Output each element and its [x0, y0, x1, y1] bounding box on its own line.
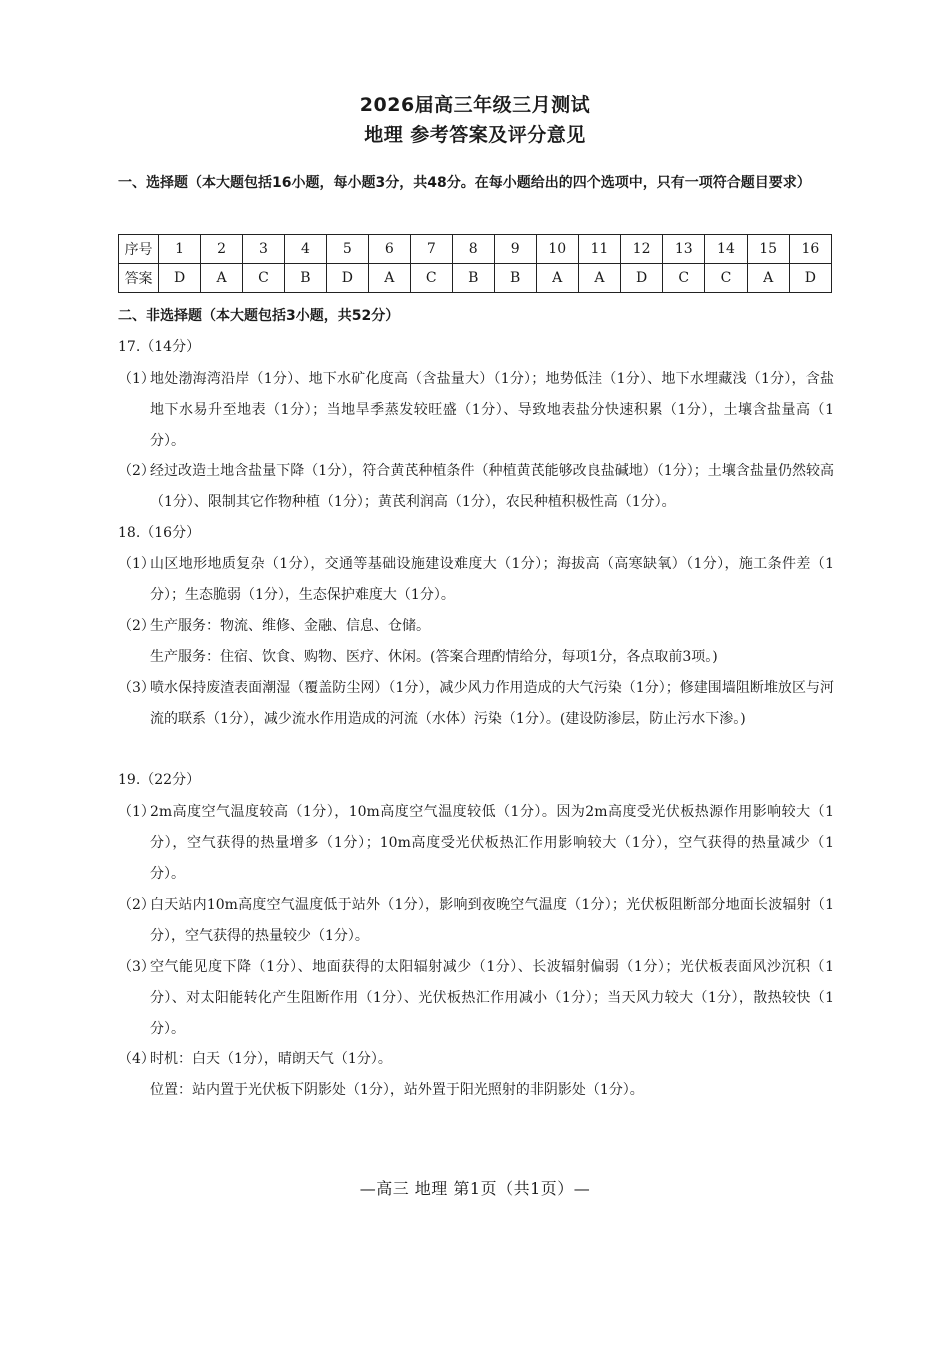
part-number: （2） [118, 897, 155, 913]
q18-part2 [118, 611, 834, 642]
q18-part3 [118, 673, 834, 735]
question-number: 9 [494, 235, 536, 264]
part-number: （2） [118, 618, 155, 634]
row-label-number: 序号 [119, 235, 159, 264]
answer-cell: D [789, 264, 831, 293]
q17-part1 [118, 364, 834, 457]
part-text: 经过改造土地含盐量下降（1分），符合黄芪种植条件（种植黄芪能够改良盐碱地）（1分）；土壤含盐量仍然较高（1分）、限制其它作物种植（1分）；黄芪利润高（1分），农民种植积极性高（1分）。 [150, 463, 834, 510]
question-number: 14 [705, 235, 747, 264]
question-number: 4 [284, 235, 326, 264]
q19-part4 [118, 1044, 834, 1075]
answer-cell: C [243, 264, 285, 293]
question-number: 1 [159, 235, 201, 264]
answer-cell: A [368, 264, 410, 293]
answer-table-number-row [119, 235, 832, 264]
q19-part4-b: 位置：站内置于光伏板下阴影处（1分），站外置于阳光照射的非阴影处（1分）。 [150, 1082, 644, 1098]
question-number: 15 [747, 235, 789, 264]
answer-table [118, 234, 832, 293]
q17-part2 [118, 456, 834, 518]
part-number: （3） [118, 680, 155, 696]
q19-part2 [118, 890, 834, 952]
q19-part3 [118, 952, 834, 1045]
part-number: （1） [118, 556, 155, 572]
question-number: 8 [452, 235, 494, 264]
q18-heading: 18.（16分） [118, 525, 201, 541]
part-number: （2） [118, 463, 155, 479]
page-subtitle: 地理 参考答案及评分意见 [364, 124, 586, 146]
part-number: （1） [118, 371, 155, 387]
part-text: 地处渤海湾沿岸（1分）、地下水矿化度高（含盐量大）（1分）；地势低洼（1分）、地下水埋藏浅（1分），含盐地下水易升至地表（1分）；当地旱季蒸发较旺盛（1分）、导致地表盐分快速积累（1分），土壤含盐量高（1分）。 [150, 371, 834, 449]
part-text: 喷水保持废渣表面潮湿（覆盖防尘网）（1分），减少风力作用造成的大气污染（1分）；修建围墙阻断堆放区与河流的联系（1分），减少流水作用造成的河流（水体）污染（1分）。(建设防渗层，防止污水下渗。) [150, 680, 834, 727]
question-number: 3 [243, 235, 285, 264]
answer-cell: D [326, 264, 368, 293]
question-number: 10 [536, 235, 578, 264]
part-text: 2m高度空气温度较高（1分），10m高度空气温度较低（1分）。因为2m高度受光伏板热源作用影响较大（1分），空气获得的热量增多（1分）；10m高度受光伏板热汇作用影响较大（1分），空气获得的热量减少（1分）。 [150, 804, 834, 882]
answer-cell: A [747, 264, 789, 293]
answer-cell: B [452, 264, 494, 293]
page-title: 2026届高三年级三月测试 [359, 94, 591, 116]
answer-cell: A [578, 264, 620, 293]
question-number: 11 [578, 235, 620, 264]
q19-part1 [118, 797, 834, 890]
part-text: 白天站内10m高度空气温度低于站外（1分），影响到夜晚空气温度（1分）；光伏板阻断部分地面长波辐射（1分），空气获得的热量较少（1分）。 [150, 897, 834, 944]
question-number: 7 [410, 235, 452, 264]
question-number: 6 [368, 235, 410, 264]
part-text: 山区地形地质复杂（1分），交通等基础设施建设难度大（1分）；海拔高（高寒缺氧）（1分），施工条件差（1分）；生态脆弱（1分），生态保护难度大（1分）。 [150, 556, 834, 603]
section1-heading: 一、选择题（本大题包括16小题，每小题3分，共48分。在每小题给出的四个选项中，只有一项符合题目要求） [118, 175, 811, 191]
row-label-answer: 答案 [119, 264, 159, 293]
answer-cell: A [201, 264, 243, 293]
q17-heading: 17.（14分） [118, 339, 201, 355]
question-number: 5 [326, 235, 368, 264]
page-footer: —高三 地理 第1页（共1页）— [359, 1179, 591, 1198]
q18-part2-b: 生产服务：住宿、饮食、购物、医疗、休闲。(答案合理酌情给分，每项1分，各点取前3项。) [150, 649, 718, 665]
answer-cell: D [159, 264, 201, 293]
section2-heading: 二、非选择题（本大题包括3小题，共52分） [118, 308, 400, 324]
part-number: （3） [118, 959, 155, 975]
answer-cell: B [494, 264, 536, 293]
answer-cell: C [410, 264, 452, 293]
q18-part1 [118, 549, 834, 611]
question-number: 16 [789, 235, 831, 264]
part-number: （4） [118, 1051, 155, 1067]
answer-cell: A [536, 264, 578, 293]
part-text: 时机：白天（1分），晴朗天气（1分）。 [150, 1051, 392, 1067]
answer-table-answer-row [119, 264, 832, 293]
part-text: 生产服务：物流、维修、金融、信息、仓储。 [150, 618, 430, 634]
question-number: 13 [663, 235, 705, 264]
answer-cell: D [621, 264, 663, 293]
answer-cell: B [284, 264, 326, 293]
question-number: 12 [621, 235, 663, 264]
q19-heading: 19.（22分） [118, 772, 201, 788]
part-number: （1） [118, 804, 155, 820]
part-text: 空气能见度下降（1分）、地面获得的太阳辐射减少（1分）、长波辐射偏弱（1分）；光伏板表面风沙沉积（1分）、对太阳能转化产生阻断作用（1分）、光伏板热汇作用减小（1分）；当天风力较大（1分），散热较快（1分）。 [150, 959, 834, 1037]
question-number: 2 [201, 235, 243, 264]
answer-cell: C [663, 264, 705, 293]
answer-cell: C [705, 264, 747, 293]
